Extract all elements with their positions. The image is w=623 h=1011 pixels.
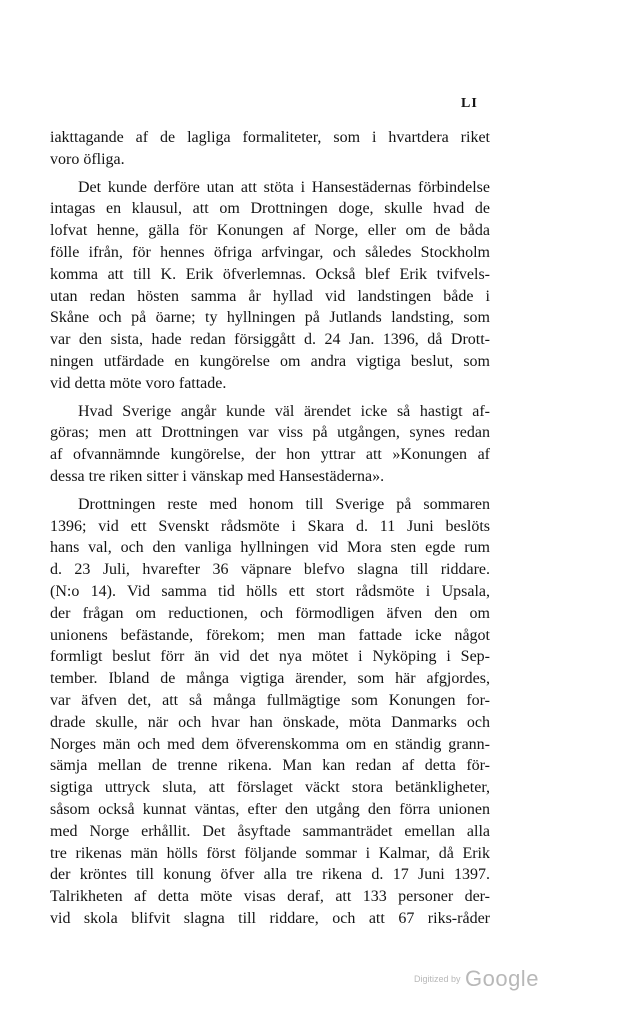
text-line: sigtiga uttryck sluta, att förslaget väckt stora betänkligheter, [50, 779, 490, 797]
text-line: var den sista, hade redan försiggått d. 24 Jan. 1396, då Drott- [50, 331, 490, 349]
text-line: lofvat henne, gälla för Konungen af Norge, eller om de båda [50, 222, 490, 240]
page-number: LI [461, 96, 478, 111]
text-line: Drottningen reste med honom till Sverige på sommaren [78, 495, 490, 513]
digitized-watermark [414, 966, 539, 992]
text-line: med Norge erhållit. Det åsyftade sammanträdet emellan alla [50, 822, 490, 840]
text-line: voro öfliga. [50, 150, 125, 168]
text-line: (N:o 14). Vid samma tid hölls ett stort rådsmöte i Upsala, [50, 582, 490, 600]
text-line: dessa tre riken sitter i vänskap med Hansestäderna». [50, 467, 385, 485]
text-line: drade skulle, när och hvar han önskade, möta Danmarks och [50, 713, 490, 731]
text-line: fölle ifrån, för hennes öfriga arfvingar, och således Stockholm [50, 243, 490, 261]
text-line: der kröntes till konung öfver alla tre rikena d. 17 Juni 1397. [50, 866, 490, 884]
text-line: vid skola blifvit slagna till riddare, och att 67 riks-råder [50, 909, 490, 927]
text-line: af ofvannämnde kungörelse, der hon yttrar att »Konungen af [50, 446, 490, 464]
paragraph [50, 177, 490, 395]
text-line: tember. Ibland de många vigtiga ärender, som här afgjordes, [50, 670, 490, 688]
text-line: Skåne och på öarne; ty hyllningen på Jutlands landsting, som [50, 309, 490, 327]
text-line: formligt beslut förr än vid det nya mötet i Nyköping i Sep- [50, 648, 490, 666]
text-line: Talrikheten af detta möte visas deraf, att 133 personer der- [50, 888, 490, 906]
text-line: var äfven det, att så många fullmägtige som Konungen for- [50, 691, 490, 709]
paragraph [50, 494, 490, 930]
text-line: vid detta möte voro fattade. [50, 374, 227, 392]
text-line: der frågan om reductionen, och förmodligen äfven den om [50, 604, 490, 622]
text-line: komma att till K. Erik öfverlemnas. Också blef Erik tvifvels- [50, 265, 490, 283]
text-line: ningen utfärdade en kungörelse om andra vigtiga beslut, som [50, 352, 490, 370]
text-line: Det kunde derföre utan att stöta i Hansestädernas förbindelse [78, 178, 490, 196]
paragraph [50, 401, 490, 488]
google-logo: Google [464, 966, 539, 991]
text-line: göras; men att Drottningen var viss på utgången, synes redan [50, 424, 490, 442]
paragraph [50, 127, 490, 171]
text-line: hans val, och den vanliga hyllningen vid Mora sten egde rum [50, 539, 490, 557]
text-line: Norges män och med dem öfverenskomma om en ständig grann- [50, 735, 490, 753]
text-line: 1396; vid ett Svenskt rådsmöte i Skara d. 11 Juni beslöts [50, 517, 490, 535]
body-text [50, 127, 490, 930]
watermark-prefix: Digitized by [414, 974, 461, 984]
text-line: intagas en klausul, att om Drottningen doge, skulle hvad de [50, 200, 490, 218]
text-line: d. 23 Juli, hvarefter 36 väpnare blefvo slagna till riddare. [50, 561, 490, 579]
text-line: utan redan hösten samma år hyllad vid landstingen både i [50, 287, 490, 305]
text-line: iakttagande af de lagliga formaliteter, som i hvartdera riket [50, 129, 490, 146]
text-line: tre rikenas män hölls först följande sommar i Kalmar, då Erik [50, 844, 490, 862]
text-line: såsom också kunnat väntas, efter den utgång den förra unionen [50, 800, 490, 818]
text-line: unionens befästande, förekom; men man fattade icke något [50, 626, 490, 644]
text-line: sämja mellan de trenne rikena. Man kan redan af detta för- [50, 757, 490, 775]
text-line: Hvad Sverige angår kunde väl ärendet icke så hastigt af- [78, 402, 490, 420]
